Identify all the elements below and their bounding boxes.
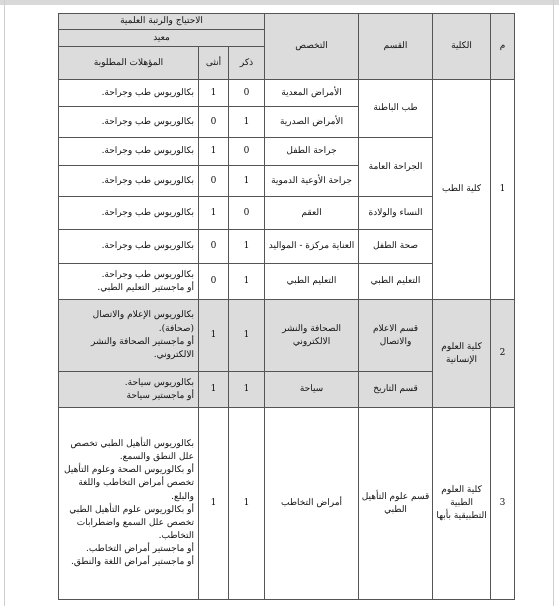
table-header	[59, 14, 515, 80]
left-margin-line	[4, 0, 5, 606]
specialty-name: سياحة	[265, 372, 359, 408]
qualifications-cell	[59, 107, 199, 138]
male-count: 0	[229, 80, 265, 107]
male-count: 1	[229, 300, 265, 372]
department-name: قسم الاعلام والاتصال	[359, 300, 433, 372]
male-count: 1	[229, 166, 265, 197]
male-count: 1	[229, 408, 265, 600]
department-name: قسم علوم التأهيل الطبي	[359, 408, 433, 600]
male-count: 1	[229, 107, 265, 138]
qualification-line: أو ماجستير التعليم الطبي.	[97, 282, 195, 293]
row-number: 2	[491, 300, 515, 408]
male-count: 1	[229, 230, 265, 264]
table-row	[59, 80, 515, 107]
qualification-line: بكالوريوس طب وجراحة.	[101, 241, 195, 252]
vacancies-table	[58, 13, 515, 600]
header-num: م	[491, 14, 515, 80]
qualifications-cell	[59, 408, 199, 600]
specialty-name: جراحة الطفل	[265, 138, 359, 166]
female-count: 1	[199, 197, 229, 230]
female-count: 0	[199, 107, 229, 138]
department-name: قسم التاريخ	[359, 372, 433, 408]
qualifications-cell	[59, 197, 199, 230]
header-college: الكلية	[433, 14, 491, 80]
specialty-name: الصحافة والنشر الالكتروني	[265, 300, 359, 372]
qualification-line: بكالوريوس سياحة.	[124, 377, 195, 388]
top-edge-strip	[0, 0, 559, 5]
female-count: 1	[199, 372, 229, 408]
qualifications-cell	[59, 80, 199, 107]
table-row	[59, 300, 515, 372]
qualifications-cell	[59, 166, 199, 197]
female-count: 1	[199, 408, 229, 600]
department-name: صحة الطفل	[359, 230, 433, 264]
header-specialty: التخصص	[265, 14, 359, 80]
qualification-line: بكالوريوس طب وجراحة.	[101, 175, 195, 186]
qualifications-cell	[59, 230, 199, 264]
female-count: 0	[199, 166, 229, 197]
qualification-line: بكالوريوس الإعلام والاتصال (صحافة).	[92, 310, 195, 334]
male-count: 0	[229, 138, 265, 166]
header-rank: معيد	[59, 30, 265, 47]
qualification-line: بكالوريوس طب وجراحة.	[101, 269, 195, 280]
male-count: 0	[229, 197, 265, 230]
table-body	[59, 80, 515, 600]
qualification-line: بكالوريوس طب وجراحة.	[101, 207, 195, 218]
qualification-line: بكالوريوس طب وجراحة.	[101, 116, 195, 127]
qualification-line: أو ماجستير الصحافة والنشر الالكتروني.	[91, 336, 195, 360]
college-name: كلية العلوم الإنسانية	[433, 300, 491, 408]
female-count: 1	[199, 80, 229, 107]
specialty-name: جراحة الأوعية الدموية	[265, 166, 359, 197]
female-count: 1	[199, 300, 229, 372]
right-margin-line	[553, 0, 554, 606]
specialty-name: الأمراض الصدرية	[265, 107, 359, 138]
department-name: النساء والولادة	[359, 197, 433, 230]
specialty-name: العناية مركزة - المواليد	[265, 230, 359, 264]
college-name: كلية الطب	[433, 80, 491, 300]
college-name: كلية العلوم الطبية التطبيقية بأبها	[433, 408, 491, 600]
qualification-line: بكالوريوس التأهيل الطبي تخصص علل النطق والسمع.	[70, 439, 195, 463]
female-count: 0	[199, 264, 229, 300]
row-number: 1	[491, 80, 515, 300]
qualification-line: أو بكالوريوس الصحة وعلوم التأهيل تخصص أمراض التخاطب واللغة والبلع.	[64, 465, 195, 502]
qualifications-cell	[59, 300, 199, 372]
qualification-line: بكالوريوس طب وجراحة.	[101, 87, 195, 98]
female-count: 1	[199, 138, 229, 166]
qualification-line: أو ماجستير أمراض التخاطب.	[85, 543, 195, 554]
qualifications-cell	[59, 264, 199, 300]
qualifications-cell	[59, 138, 199, 166]
department-name: طب الباطنة	[359, 80, 433, 138]
header-female: أنثى	[199, 47, 229, 80]
specialty-name: التعليم الطبي	[265, 264, 359, 300]
specialty-name: الأمراض المعدية	[265, 80, 359, 107]
department-name: التعليم الطبي	[359, 264, 433, 300]
specialty-name: أمراض التخاطب	[265, 408, 359, 600]
qualifications-cell	[59, 372, 199, 408]
male-count: 1	[229, 264, 265, 300]
row-number: 3	[491, 408, 515, 600]
header-department: القسم	[359, 14, 433, 80]
female-count: 0	[199, 230, 229, 264]
qualification-line: أو ماجستير أمراض اللغة والنطق.	[71, 556, 195, 567]
specialty-name: العقم	[265, 197, 359, 230]
qualification-line: بكالوريوس طب وجراحة.	[101, 146, 195, 157]
qualification-line: أو ماجستير سياحة	[126, 390, 195, 401]
table-row	[59, 408, 515, 600]
header-qualifications: المؤهلات المطلوبة	[59, 47, 199, 80]
department-name: الجراحة العامة	[359, 138, 433, 197]
header-needs-group: الاحتياج والرتبة العلمية	[59, 14, 265, 30]
male-count: 1	[229, 372, 265, 408]
header-male: ذكر	[229, 47, 265, 80]
qualification-line: أو بكالوريوس علوم التأهيل الطبي تخصص علل السمع واضطرابات التخاطب.	[69, 504, 195, 541]
